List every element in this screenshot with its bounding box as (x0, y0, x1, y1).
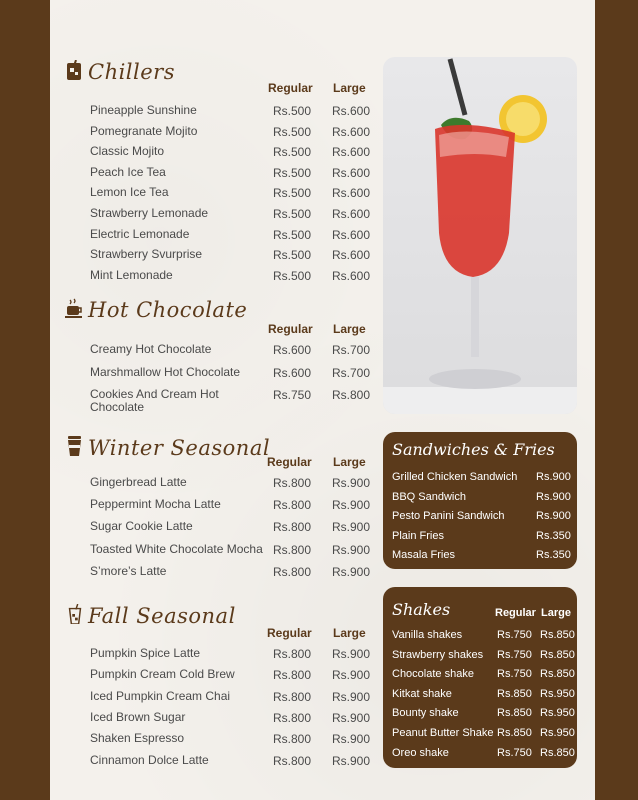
winter-title: Winter Seasonal (88, 436, 271, 460)
item-price-large: Rs.850 (540, 746, 575, 759)
item-name: Peanut Butter Shake (392, 727, 494, 739)
fall-section (50, 0, 380, 780)
winter-col-large: Large (333, 455, 366, 469)
item-name: Cookies And Cream Hot Chocolate (90, 387, 219, 414)
item-price-large: Rs.900 (332, 689, 371, 704)
item-name: Chocolate shake (392, 668, 474, 681)
shakes-title: Shakes (392, 600, 451, 619)
item-price-large: Rs.900 (332, 520, 371, 535)
item-price-regular: Rs.600 (273, 365, 312, 380)
item-price-large: Rs.600 (332, 145, 371, 160)
item-price-large: Rs.950 (540, 687, 575, 700)
chillers-col-large: Large (333, 81, 366, 95)
item-price-regular: Rs.800 (273, 753, 312, 768)
item-name: Kitkat shake (392, 687, 452, 700)
item-price-large: Rs.900 (332, 753, 371, 768)
item-name: Pineapple Sunshine (90, 103, 197, 117)
item-price-regular: Rs.500 (273, 207, 312, 221)
hot-chocolate-col-large: Large (333, 322, 366, 336)
item-name: Iced Brown Sugar (90, 709, 186, 724)
item-name: Vanilla shakes (392, 629, 463, 641)
sandwiches-fries-title: Sandwiches & Fries (392, 440, 555, 459)
item-price-regular: Rs.750 (497, 668, 532, 681)
item-name: Pumpkin Spice Latte (90, 646, 201, 660)
item-name: Masala Fries (392, 549, 455, 561)
item-name: Toasted White Chocolate Mocha (90, 541, 263, 556)
item-name: Cinnamon Dolce Latte (90, 752, 209, 767)
item-price-large: Rs.600 (332, 165, 371, 180)
item-price-regular: Rs.800 (273, 498, 312, 513)
winter-col-regular: Regular (267, 455, 312, 469)
item-name: Electric Lemonade (90, 226, 190, 241)
fall-col-large: Large (333, 626, 366, 640)
item-price-regular: Rs.800 (273, 668, 312, 683)
item-price-large: Rs.850 (540, 629, 575, 641)
item-name: Bounty shake (392, 707, 459, 720)
item-price-large: Rs.600 (332, 227, 371, 242)
item-price-large: Rs.800 (332, 388, 371, 402)
item-price-regular: Rs.500 (273, 248, 312, 263)
item-price-regular: Rs.850 (497, 687, 532, 700)
item-price-regular: Rs.500 (273, 145, 312, 160)
item-price-large: Rs.600 (332, 248, 371, 263)
item-price-regular: Rs.800 (273, 520, 312, 535)
item-price-large: Rs.600 (332, 207, 371, 221)
item-name: Grilled Chicken Sandwich (392, 471, 518, 483)
chillers-col-regular: Regular (268, 81, 313, 95)
item-name: Gingerbread Latte (90, 475, 187, 489)
cocktail-photo (383, 57, 577, 414)
item-name: Mint Lemonade (90, 267, 173, 282)
shakes-col-regular: Regular (495, 607, 536, 619)
item-price-large: Rs.950 (540, 707, 575, 720)
cocktail-glass-illustration (383, 57, 577, 414)
fall-title: Fall Seasonal (88, 604, 236, 628)
item-price-large: Rs.850 (540, 648, 575, 661)
item-name: Pomegranate Mojito (90, 123, 198, 138)
item-price-large: Rs.900 (332, 476, 371, 490)
item-name: Peach Ice Tea (90, 164, 166, 179)
item-price-large: Rs.600 (332, 124, 371, 139)
item-price-regular: Rs.500 (273, 186, 312, 201)
item-name: BBQ Sandwich (392, 490, 466, 503)
item-name: Creamy Hot Chocolate (90, 342, 212, 356)
item-name: Strawberry Lemonade (90, 206, 209, 220)
item-price-regular: Rs.850 (497, 727, 532, 739)
item-price-large: Rs.900 (332, 668, 371, 683)
item-price: Rs.900 (536, 490, 571, 503)
item-price-large: Rs.900 (332, 710, 371, 725)
item-price-regular: Rs.600 (273, 343, 312, 357)
item-price-large: Rs.700 (332, 343, 371, 357)
item-price-regular: Rs.800 (273, 476, 312, 490)
item-price-regular: Rs.800 (273, 542, 312, 557)
item-price-regular: Rs.750 (497, 746, 532, 759)
item-price-large: Rs.900 (332, 647, 371, 661)
item-price-large: Rs.600 (332, 104, 371, 118)
item-price-regular: Rs.800 (273, 710, 312, 725)
item-price: Rs.350 (536, 529, 571, 542)
item-price: Rs.900 (536, 510, 571, 522)
item-price-regular: Rs.800 (273, 689, 312, 704)
item-price-regular: Rs.500 (273, 104, 312, 118)
shakes-box (383, 587, 577, 768)
item-name: Sugar Cookie Latte (90, 519, 193, 534)
item-price-regular: Rs.800 (273, 564, 312, 579)
item-name: Shaken Espresso (90, 731, 185, 746)
item-price-large: Rs.950 (540, 727, 575, 739)
item-price-regular: Rs.750 (497, 629, 532, 641)
item-name: S’more’s Latte (90, 563, 167, 578)
item-price-large: Rs.900 (332, 564, 371, 579)
item-name: Oreo shake (392, 746, 449, 759)
item-name: Marshmallow Hot Chocolate (90, 364, 241, 379)
item-price-regular: Rs.500 (273, 165, 312, 180)
item-price-regular: Rs.500 (273, 227, 312, 242)
item-price-large: Rs.700 (332, 365, 371, 380)
shakes-col-large: Large (541, 607, 571, 619)
item-price-regular: Rs.750 (273, 388, 312, 402)
item-price-large: Rs.600 (332, 186, 371, 201)
item-price: Rs.350 (536, 549, 571, 561)
item-price-large: Rs.600 (332, 268, 371, 283)
item-price-large: Rs.900 (332, 732, 371, 747)
item-price-large: Rs.900 (332, 542, 371, 557)
item-name: Iced Pumpkin Cream Chai (90, 688, 231, 703)
item-price-regular: Rs.500 (273, 124, 312, 139)
item-price: Rs.900 (536, 471, 571, 483)
item-name: Strawberry Svurprise (90, 247, 203, 262)
iced-coffee-icon (66, 604, 84, 624)
sandwiches-fries-box (383, 432, 577, 569)
item-name: Lemon Ice Tea (90, 185, 169, 200)
item-name: Peppermint Mocha Latte (90, 497, 221, 512)
item-name: Plain Fries (392, 529, 444, 542)
item-price-large: Rs.900 (332, 498, 371, 513)
item-price-regular: Rs.800 (273, 647, 312, 661)
fall-col-regular: Regular (267, 626, 312, 640)
item-price-regular: Rs.850 (497, 707, 532, 720)
chillers-title: Chillers (88, 60, 175, 84)
item-price-large: Rs.850 (540, 668, 575, 681)
item-name: Pumpkin Cream Cold Brew (90, 667, 235, 682)
item-price-regular: Rs.750 (497, 648, 532, 661)
item-name: Strawberry shakes (392, 648, 484, 661)
hot-chocolate-col-regular: Regular (268, 322, 313, 336)
item-price-regular: Rs.500 (273, 268, 312, 283)
hot-chocolate-title: Hot Chocolate (88, 298, 248, 322)
item-name: Pesto Panini Sandwich (392, 510, 505, 522)
item-price-regular: Rs.800 (273, 732, 312, 747)
item-name: Classic Mojito (90, 144, 165, 159)
